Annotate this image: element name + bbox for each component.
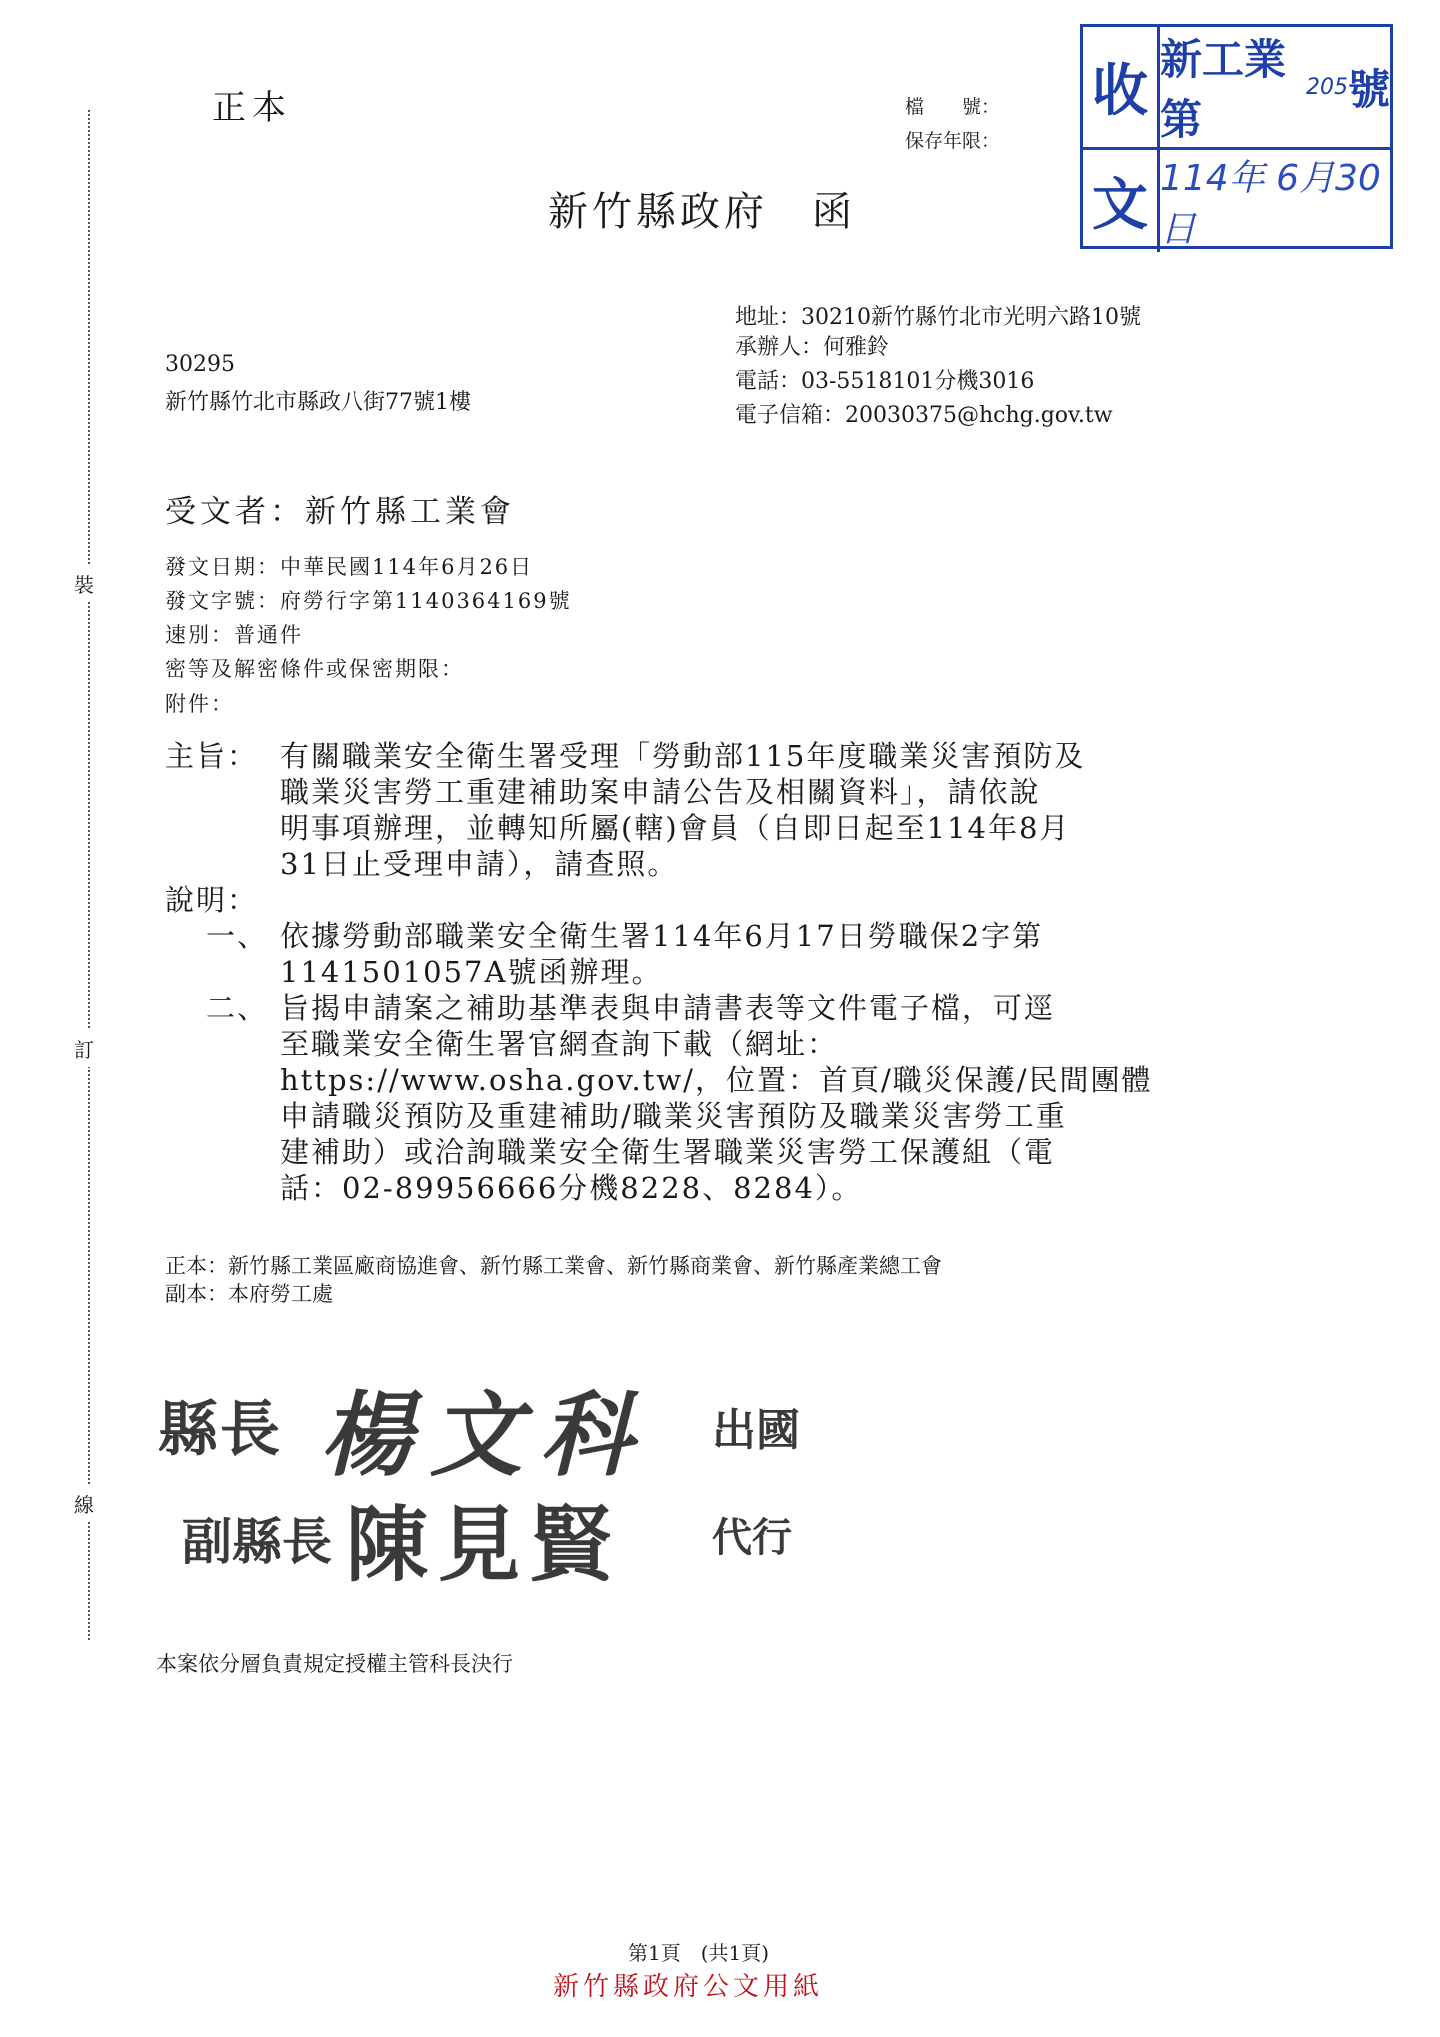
doc-number: 發文字號：府勞行字第1140364169號 <box>165 589 572 613</box>
recipient: 受文者：新竹縣工業會 <box>165 494 515 530</box>
authorization-note: 本案依分層負責規定授權主管科長決行 <box>156 1652 513 1676</box>
subject-line: 職業災害勞工重建補助案申請公告及相關資料」，請依說 <box>280 775 1041 809</box>
issue-date: 發文日期：中華民國114年6月26日 <box>165 555 534 579</box>
subject-line: 有關職業安全衛生署受理「勞動部115年度職業災害預防及 <box>280 739 1086 773</box>
binding-char-xian: 線 <box>74 1485 94 1522</box>
signature-title-magistrate: 縣長 <box>158 1395 282 1465</box>
subject-line: 明事項辦理，並轉知所屬(轄)會員（自即日起至114年8月 <box>280 811 1071 845</box>
file-number-label: 檔 號： <box>905 96 1001 118</box>
item-line: 至職業安全衛生署官網查詢下載（網址： <box>280 1027 839 1061</box>
signature-name-magistrate: 楊文科 <box>320 1381 651 1489</box>
explanation-label: 說明： <box>165 883 259 917</box>
item-line: 旨揭申請案之補助基準表與申請書表等文件電子檔，可逕 <box>280 991 1056 1025</box>
signature-note-acting: 代行 <box>712 1514 792 1561</box>
signature-name-deputy: 陳見賢 <box>346 1497 623 1593</box>
official-paper-label: 新竹縣政府公文用紙 <box>553 1972 824 2002</box>
secrecy-level: 密等及解密條件或保密期限： <box>165 657 464 681</box>
stamp-number-hand: 205 <box>1305 74 1348 100</box>
item-number: 二、 <box>206 991 269 1025</box>
original-recipients: 正本：新竹縣工業區廠商協進會、新竹縣工業會、新竹縣商業會、新竹縣產業總工會 <box>165 1254 942 1278</box>
copy-mark: 正本 <box>212 88 292 128</box>
sender-email: 電子信箱：20030375@hchg.gov.tw <box>735 403 1113 428</box>
stamp-wen: 文 <box>1083 150 1160 252</box>
page-number: 第1頁 (共1頁) <box>628 1941 770 1965</box>
item-line: https://www.osha.gov.tw/，位置：首頁/職災保護/民間團體 <box>280 1063 1153 1097</box>
binding-line <box>88 110 90 1640</box>
item-line: 話：02-89956666分機8228、8284）。 <box>280 1171 863 1205</box>
speed-class: 速別：普通件 <box>165 623 303 647</box>
item-line: 申請職災預防及重建補助/職業災害預防及職業災害勞工重 <box>280 1099 1067 1133</box>
item-line: 依據勞動部職業安全衛生署114年6月17日勞職保2字第 <box>280 919 1044 953</box>
subject-label: 主旨： <box>165 739 259 773</box>
retention-label: 保存年限： <box>905 130 1001 152</box>
item-line: 建補助）或洽詢職業安全衛生署職業災害勞工保護組（電 <box>280 1135 1056 1169</box>
item-line: 1141501057A號函辦理。 <box>280 955 663 989</box>
sender-address: 地址：30210新竹縣竹北市光明六路10號 <box>735 305 1141 330</box>
copy-recipients: 副本：本府勞工處 <box>165 1282 333 1306</box>
binding-char-ding: 訂 <box>74 1030 94 1067</box>
signature-title-deputy: 副縣長 <box>182 1512 332 1571</box>
stamp-date: 114年 6月30日 <box>1160 158 1381 250</box>
document-title: 新竹縣政府 函 <box>548 189 856 235</box>
sender-handler: 承辦人：何雅鈴 <box>735 335 890 360</box>
stamp-number: 新工業第 205 號 <box>1160 27 1390 150</box>
stamp-shou: 收 <box>1083 27 1160 150</box>
receiver-zip: 30295 <box>165 352 235 377</box>
sender-phone: 電話：03-5518101分機3016 <box>735 369 1035 394</box>
binding-char-zhuang: 裝 <box>74 565 94 602</box>
attachment: 附件： <box>165 692 234 716</box>
item-number: 一、 <box>206 919 269 953</box>
signature-note-abroad: 出國 <box>712 1405 800 1456</box>
receipt-stamp <box>1080 24 1393 249</box>
subject-line: 31日止受理申請），請查照。 <box>280 847 679 881</box>
receiver-street: 新竹縣竹北市縣政八街77號1樓 <box>165 390 471 415</box>
